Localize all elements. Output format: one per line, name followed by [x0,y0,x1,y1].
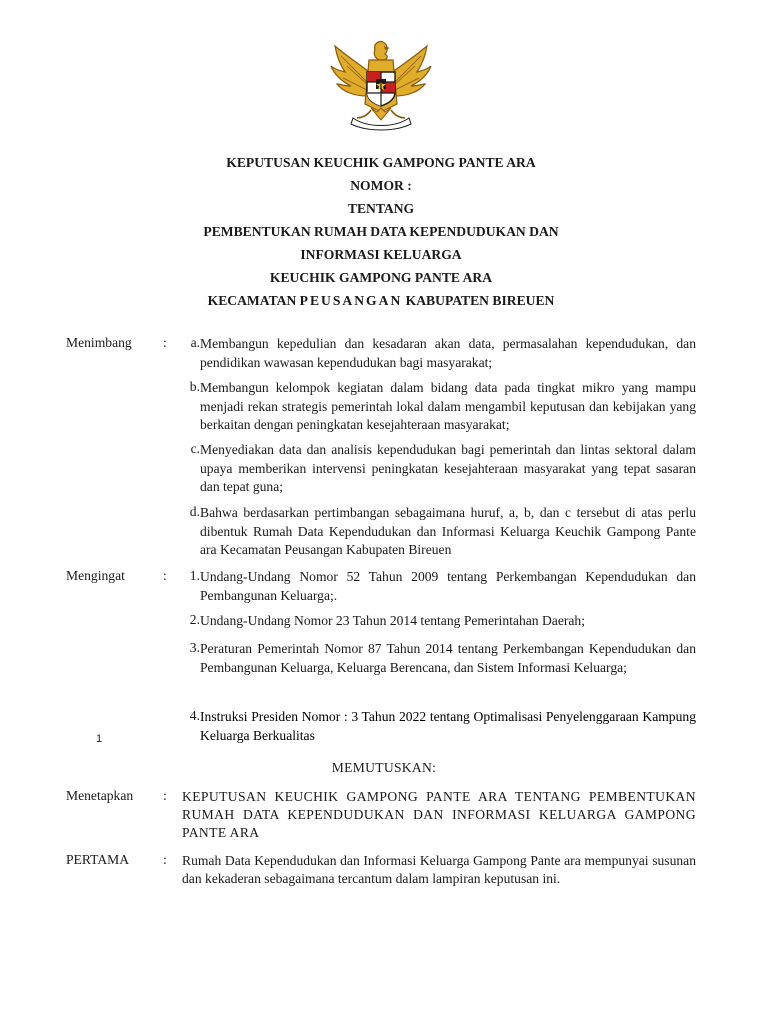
item-marker: b. [189,379,200,394]
pertama-text: Rumah Data Kependudukan dan Informasi Keluarga Gampong Pante ara mempunyai susunan dan kekaderan sebagaimana tercantum dalam lampiran keputusan ini. [182,853,696,886]
menimbang-item-b [182,379,696,435]
mengingat-section [66,568,696,748]
item-text: Instruksi Presiden Nomor : 3 Tahun 2022 tentang Optimalisasi Penyelenggaraan Kampung Keluarga Berkualitas [200,709,696,743]
region-district: PEUSANGAN [299,293,403,308]
item-text: Peraturan Pemerintah Nomor 87 Tahun 2014 tentang Perkembangan Kependudukan dan Pembangunan Keluarga, Keluarga Berencana, dan Sistem Informasi Keluarga; [200,641,696,675]
menimbang-item-a [182,335,696,372]
decision-heading: MEMUTUSKAN: [331,760,437,775]
mengingat-item-3 [182,640,696,677]
decree-number: NOMOR : [350,178,412,193]
page-number: 1 [96,733,103,745]
decree-header [100,151,662,312]
decree-title: KEPUTUSAN KEUCHIK GAMPONG PANTE ARA [226,155,536,170]
garuda-icon [327,38,435,134]
item-marker: d. [189,504,200,519]
menetapkan-label: Menetapkan [66,788,134,803]
decree-subject-line2: INFORMASI KELUARGA [300,247,462,262]
item-marker: 3. [189,640,200,655]
item-marker: c. [190,441,200,456]
menimbang-item-c [182,441,696,497]
mengingat-colon: : [163,568,167,583]
region-prefix: KECAMATAN [207,293,300,308]
menimbang-colon: : [163,335,167,350]
item-marker: 2. [189,612,200,627]
pertama-colon: : [163,852,167,867]
mengingat-item-1 [182,568,696,605]
menetapkan-section [66,788,696,844]
garuda-emblem [327,38,435,134]
decree-about-label: TENTANG [347,201,415,216]
menimbang-label: Menimbang [66,335,132,350]
pertama-section [66,852,696,912]
pertama-label: PERTAMA [66,852,130,867]
item-text: Undang-Undang Nomor 23 Tahun 2014 tentang Pemerintahan Daerah; [200,613,585,628]
decree-issuer: KEUCHIK GAMPONG PANTE ARA [269,270,493,285]
mengingat-label: Mengingat [66,568,125,583]
mengingat-item-4 [182,708,696,745]
item-text: Undang-Undang Nomor 52 Tahun 2009 tentang Perkembangan Kependudukan dan Pembangunan Keluarga;. [200,569,696,603]
decree-subject-line1: PEMBENTUKAN RUMAH DATA KEPENDUDUKAN DAN [203,224,559,239]
decree-region [100,289,662,312]
menimbang-item-d [182,504,696,560]
menimbang-section [66,335,696,560]
mengingat-item-2 [182,612,696,631]
item-text: Membangun kelompok kegiatan dalam bidang data pada tingkat mikro yang mampu menjadi rekan strategis pemerintah lokal dalam mengambil keputusan dan kebijakan yang berkaitan dengan peningkatan kesejahteraan masyarakat; [200,380,696,432]
item-text: Membangun kepedulian dan kesadaran akan data, permasalahan kependudukan, dan pendidikan wawasan kependudukan bagi masyarakat; [200,336,696,370]
item-text: Menyediakan data dan analisis kependudukan bagi pemerintah dan lintas sektoral dalam upaya memberikan intervensi peningkatan kesejahteraan masyarakat yang tepat sasaran dan tepat guna; [200,442,696,494]
item-marker: a. [190,335,200,350]
region-regency: KABUPATEN BIREUEN [402,293,555,308]
menetapkan-colon: : [163,788,167,803]
item-marker: 4. [189,708,200,723]
item-marker: 1. [189,568,200,583]
menetapkan-text: KEPUTUSAN KEUCHIK GAMPONG PANTE ARA TENTANG PEMBENTUKAN RUMAH DATA KEPENDUDUKAN DAN INFORMASI KELUARGA GAMPONG PANTE ARA [182,789,696,840]
item-text: Bahwa berdasarkan pertimbangan sebagaimana huruf, a, b, dan c tersebut di atas perlu dibentuk Rumah Data Kependudukan dan Informasi Keluarga Keuchik Gampong Pante ara Kecamatan Peusangan Kabupaten Bireuen [200,505,696,557]
